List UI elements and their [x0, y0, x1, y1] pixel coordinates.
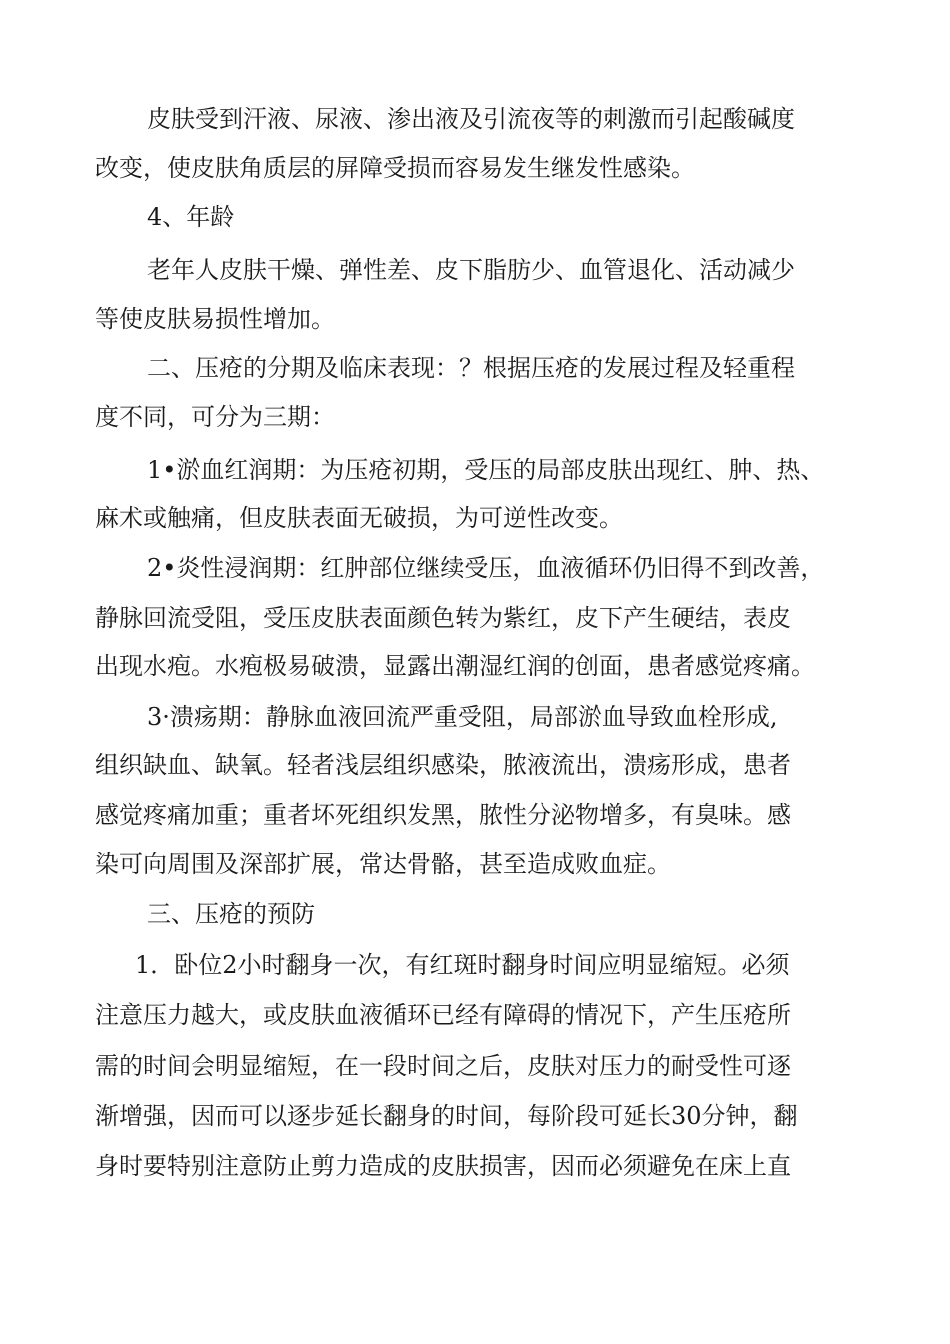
text-line: 老年人皮肤干燥、弹性差、皮下脂肪少、血管退化、活动减少	[147, 256, 795, 284]
text-line: 需的时间会明显缩短，在一段时间之后，皮肤对压力的耐受性可逐	[95, 1052, 791, 1080]
section-heading: 三、压疮的预防	[147, 900, 315, 928]
text-line: 感觉疼痛加重；重者坏死组织发黑，脓性分泌物增多，有臭味。感	[95, 801, 791, 829]
text-line: 麻术或触痛，但皮肤表面无破损，为可逆性改变。	[95, 504, 623, 532]
section-heading: 二、压疮的分期及临床表现：？根据压疮的发展过程及轻重程	[147, 354, 795, 382]
section-heading: 4、年龄	[147, 203, 235, 231]
text-line: 度不同，可分为三期：	[95, 403, 335, 431]
text-line: 染可向周围及深部扩展，常达骨骼，甚至造成败血症。	[95, 850, 671, 878]
text-line: 渐增强，因而可以逐步延长翻身的时间，每阶段可延长30分钟，翻	[95, 1102, 798, 1130]
text-line: 出现水疱。水疱极易破溃，显露出潮湿红润的创面，患者感觉疼痛。	[95, 652, 815, 680]
text-line: 静脉回流受阻，受压皮肤表面颜色转为紫红，皮下产生硬结，表皮	[95, 604, 791, 632]
text-line: 皮肤受到汗液、尿液、渗出液及引流夜等的刺激而引起酸碱度	[147, 105, 795, 133]
text-line: 身时要特别注意防止剪力造成的皮肤损害，因而必须避免在床上直	[95, 1152, 791, 1180]
text-line: 1．卧位2小时翻身一次，有红斑时翻身时间应明显缩短。必须	[135, 951, 790, 979]
text-line: 等使皮肤易损性增加。	[95, 305, 335, 333]
text-line: 注意压力越大，或皮肤血液循环已经有障碍的情况下，产生压疮所	[95, 1001, 791, 1029]
text-line: 3·溃疡期：静脉血液回流严重受阻，局部淤血导致血栓形成,	[147, 703, 778, 731]
text-line: 组织缺血、缺氧。轻者浅层组织感染，脓液流出，溃疡形成，患者	[95, 751, 791, 779]
text-line: 改变，使皮肤角质层的屏障受损而容易发生继发性感染。	[95, 154, 695, 182]
text-line: 2•炎性浸润期：红肿部位继续受压，血液循环仍旧得不到改善，	[147, 554, 825, 582]
text-line: 1•淤血红润期：为压疮初期，受压的局部皮肤出现红、肿、热、	[147, 456, 825, 484]
